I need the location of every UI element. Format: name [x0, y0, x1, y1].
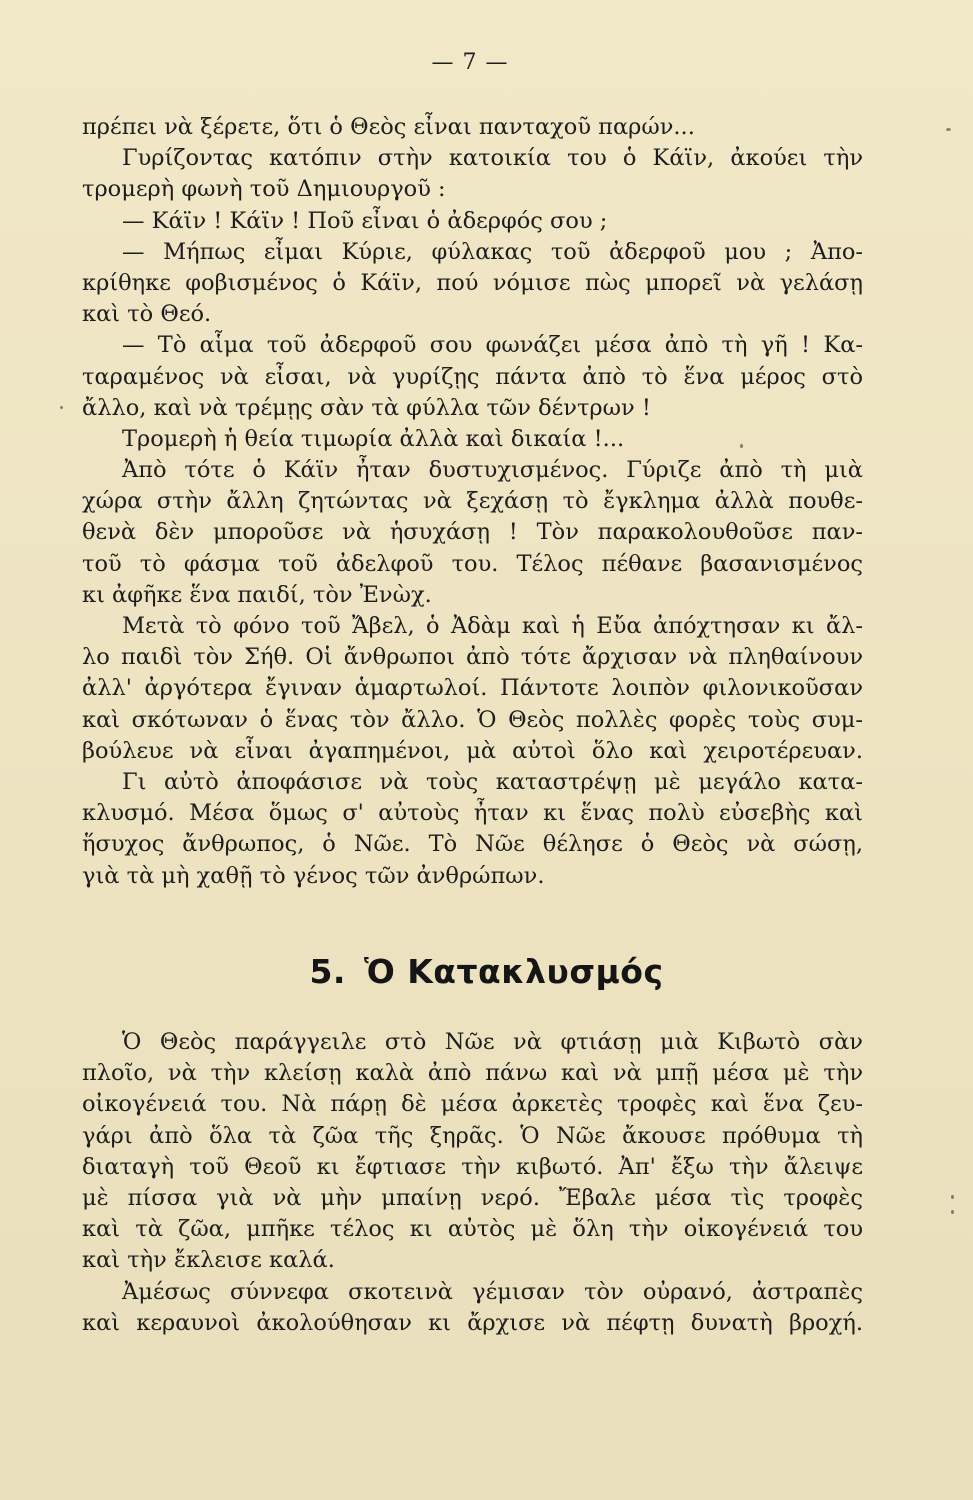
text-line: Ἀμέσως σύννεφα σκοτεινὰ γέμισαν τὸν οὐρανό, ἀστραπὲς — [122, 1278, 863, 1305]
text-line: πρέπει νὰ ξέρετε, ὅτι ὁ Θεὸς εἶναι πανταχοῦ παρών... — [82, 114, 695, 140]
text-line: ἄλλο, καὶ νὰ τρέμῃς σὰν τὰ φύλλα τῶν δέντρων ! — [82, 394, 651, 421]
text-line: Ἀπὸ τότε ὁ Κάϊν ἦταν δυστυχισμένος. Γύριζε ἀπὸ τὴ μιὰ — [122, 457, 863, 484]
text-line: ἥσυχος ἄνθρωπος, ὁ Νῶε. Τὸ Νῶε θέλησε ὁ Θεὸς νὰ σώσῃ, — [82, 831, 863, 858]
text-line: γιὰ τὰ μὴ χαθῇ τὸ γένος τῶν ἀνθρώπων. — [82, 862, 545, 889]
section-title: Ὁ Κατακλυσμός — [363, 952, 664, 991]
text-line: θενὰ δὲν μποροῦσε νὰ ἡσυχάσῃ ! Τὸν παρακολουθοῦσε παν- — [82, 519, 863, 546]
text-line: χώρα στὴν ἄλλη ζητώντας νὰ ξεχάσῃ τὸ ἔγκλημα ἀλλὰ πουθε- — [82, 488, 863, 515]
text-line: μὲ πίσσα γιὰ νὰ μὴν μπαίνῃ νερό. Ἔβαλε μέσα τὶς τροφὲς — [82, 1184, 863, 1211]
text-line: κρίθηκε φοβισμένος ὁ Κάϊν, πού νόμισε πὼς μπορεῖ νὰ γελάσῃ — [82, 269, 863, 296]
print-speck — [740, 444, 743, 448]
text-line: καὶ κεραυνοὶ ἀκολούθησαν κι ἄρχισε νὰ πέφτῃ δυνατὴ βροχή. — [82, 1309, 863, 1336]
text-line: πλοῖο, νὰ τὴν κλείσῃ καλὰ ἀπὸ πάνω καὶ νὰ μπῇ μέσα μὲ τὴν — [82, 1060, 863, 1087]
text-line: — Κάϊν ! Κάϊν ! Ποῦ εἶναι ὁ ἀδερφός σου ; — [122, 207, 608, 234]
text-line: κι ἀφῆκε ἕνα παιδί, τὸν Ἐνὼχ. — [82, 581, 432, 608]
text-line: ἀλλ' ἀργότερα ἔγιναν ἁμαρτωλοί. Πάντοτε λοιπὸν φιλονικοῦσαν — [82, 675, 863, 702]
section-heading — [0, 952, 973, 991]
print-speck — [946, 128, 951, 131]
text-line: λο παιδὶ τὸν Σήθ. Οἱ ἄνθρωποι ἀπὸ τότε ἄρχισαν νὰ πληθαίνουν — [82, 644, 863, 671]
text-line: καὶ σκότωναν ὁ ἕνας τὸν ἄλλο. Ὁ Θεὸς πολλὲς φορὲς τοὺς συμ- — [82, 706, 863, 733]
print-speck — [60, 406, 63, 409]
text-line: Μετὰ τὸ φόνο τοῦ Ἄβελ, ὁ Ἀδὰμ καὶ ἡ Εὔα ἀπόχτησαν κι ἄλ- — [122, 613, 863, 639]
text-line: ταραμένος νὰ εἶσαι, νὰ γυρίζῃς πάντα ἀπὸ τὸ ἕνα μέρος στὸ — [82, 363, 863, 390]
print-speck — [951, 1210, 954, 1214]
text-line: βούλευε νὰ εἶναι ἀγαπημένοι, μὰ αὐτοὶ ὅλο καὶ χειροτέρευαν. — [82, 737, 863, 764]
print-speck — [951, 1195, 954, 1199]
text-line: Γυρίζοντας κατόπιν στὴν κατοικία του ὁ Κάϊν, ἀκούει τὴν — [122, 145, 863, 172]
text-line: τρομερὴ φωνὴ τοῦ Δημιουργοῦ : — [82, 176, 446, 203]
text-block-bottom — [82, 1027, 863, 1339]
text-line: Γι αὐτὸ ἀποφάσισε νὰ τοὺς καταστρέψῃ μὲ μεγάλο κατα- — [122, 768, 863, 795]
text-line: γάρι ἀπὸ ὅλα τὰ ζῶα τῆς ξηρᾶς. Ὁ Νῶε ἄκουσε πρόθυμα τὴ — [82, 1122, 863, 1149]
text-line: κλυσμό. Μέσα ὅμως σ' αὐτοὺς ἦταν κι ἕνας πολὺ εὐσεβὴς καὶ — [82, 800, 863, 827]
text-line: Τρομερὴ ἡ θεία τιμωρία ἀλλὰ καὶ δικαία !... — [122, 425, 625, 452]
text-line: διαταγὴ τοῦ Θεοῦ κι ἔφτιασε τὴν κιβωτό. Ἀπ' ἔξω τὴν ἄλειψε — [82, 1153, 863, 1180]
page-number: — 7 — — [431, 50, 509, 75]
text-line: καὶ τὴν ἔκλεισε καλά. — [82, 1247, 335, 1274]
text-line: τοῦ τὸ φάσμα τοῦ ἀδελφοῦ του. Τέλος πέθανε βασανισμένος — [82, 550, 863, 577]
text-line: καὶ τὸ Θεό. — [82, 301, 212, 328]
text-line: — Μήπως εἶμαι Κύριε, φύλακας τοῦ ἀδερφοῦ μου ; Ἀπο- — [122, 238, 863, 265]
text-line: — Τὸ αἷμα τοῦ ἀδερφοῦ σου φωνάζει μέσα ἀπὸ τὴ γῆ ! Κα- — [122, 332, 863, 359]
text-line: καὶ τὰ ζῶα, μπῆκε τέλος κι αὐτὸς μὲ ὅλη τὴν οἰκογένειά του — [82, 1216, 863, 1243]
text-line: Ὁ Θεὸς παράγγειλε στὸ Νῶε νὰ φτιάσῃ μιὰ Κιβωτὸ σὰν — [122, 1029, 863, 1055]
text-block-top — [82, 112, 863, 892]
text-line: οἰκογένειά του. Νὰ πάρῃ δὲ μέσα ἀρκετὲς τροφὲς καὶ ἕνα ζευ- — [82, 1091, 863, 1118]
section-number: 5. — [309, 952, 346, 991]
